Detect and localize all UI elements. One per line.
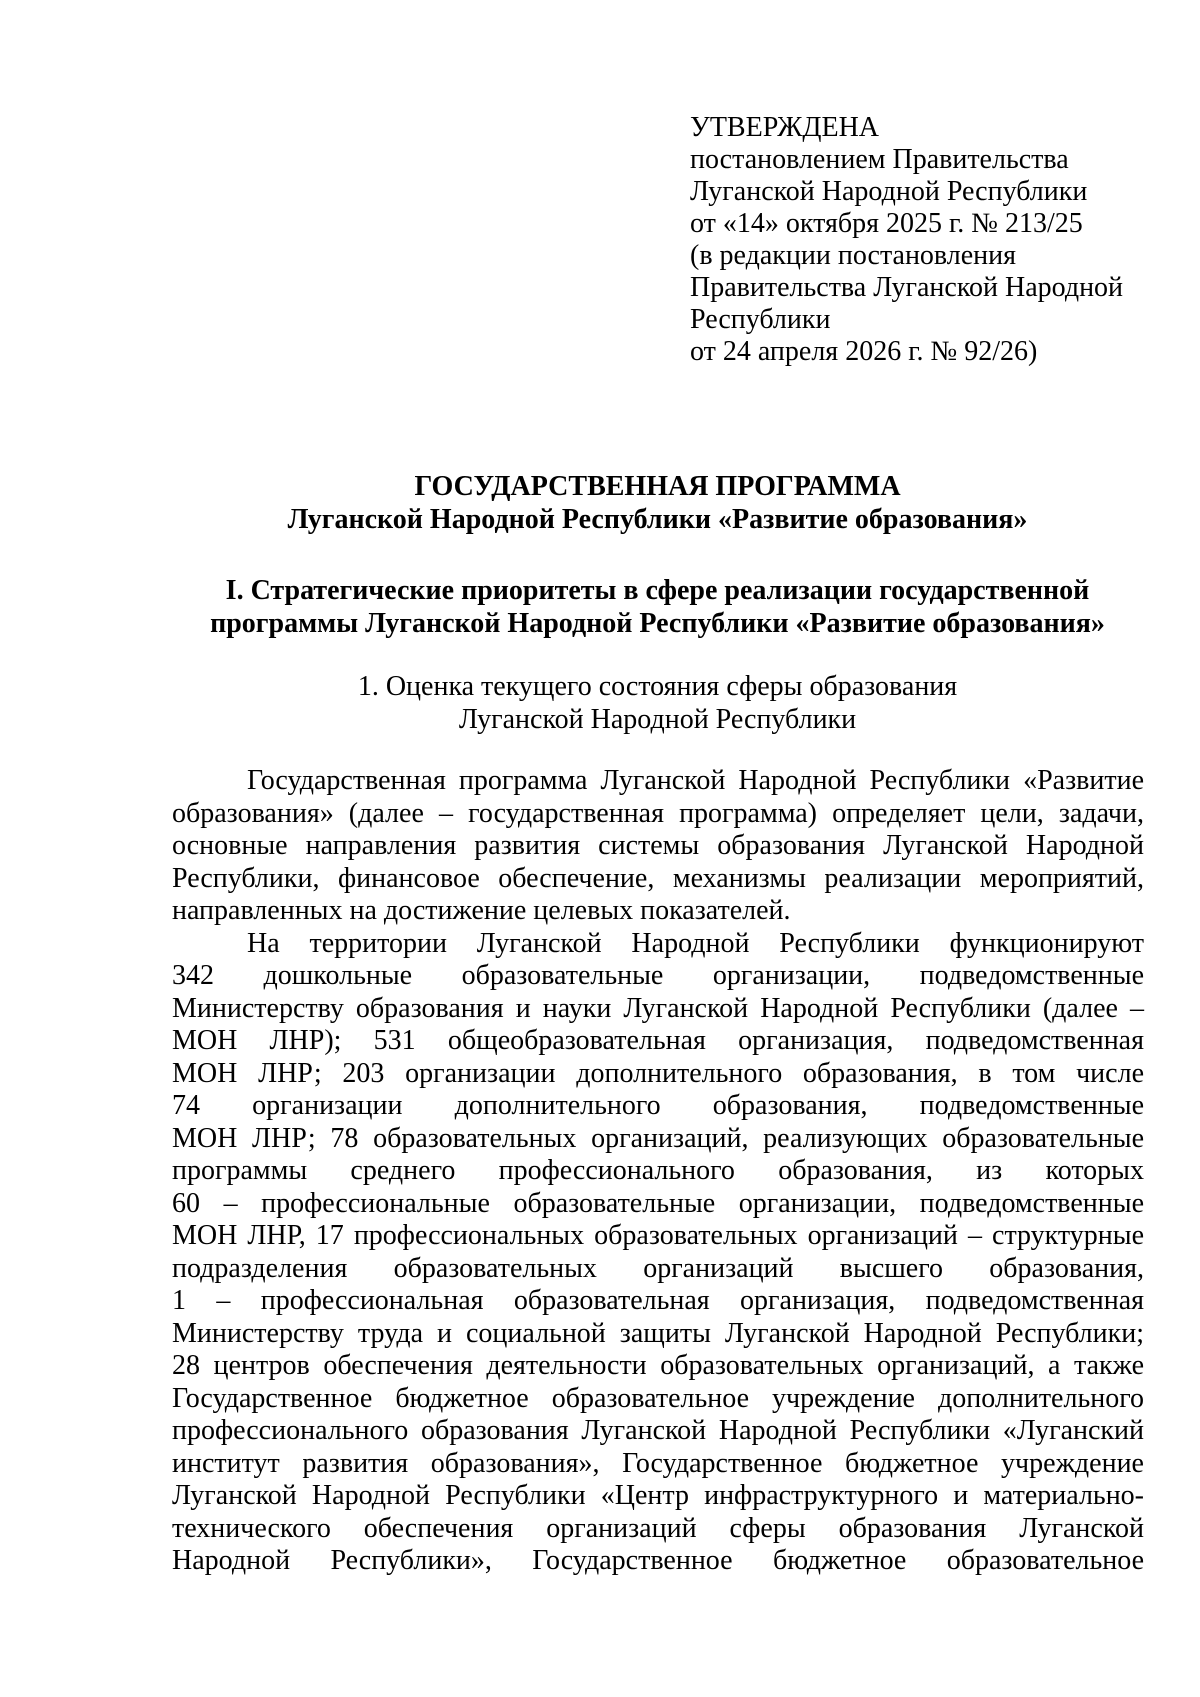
approval-line: от «14» октября 2025 г. № 213/25 <box>690 208 1083 239</box>
approval-line: от 24 апреля 2026 г. № 92/26) <box>690 336 1038 367</box>
approval-line: Республики <box>690 304 831 335</box>
paragraph-line: профессионального образования Луганской Народной Республики «Луганский <box>172 1415 1144 1446</box>
paragraph-line: 28 центров обеспечения деятельности образовательных организаций, а также <box>172 1350 1144 1381</box>
paragraph-line: основные направления развития системы образования Луганской Народной <box>172 830 1144 861</box>
document-title <box>170 470 1145 536</box>
paragraph-line: направленных на достижение целевых показателей. <box>172 895 791 926</box>
paragraph-line: институт развития образования», Государственное бюджетное учреждение <box>172 1447 1144 1479</box>
approval-line: УТВЕРЖДЕНА <box>690 112 880 143</box>
section-heading-line: I. Стратегические приоритеты в сфере реализации государственной <box>225 575 1090 606</box>
paragraph-line: Государственная программа Луганской Народной Республики «Развитие <box>247 765 1144 796</box>
approval-line: (в редакции постановления <box>690 240 1017 271</box>
paragraph-line: На территории Луганской Народной Республики функционируют <box>247 927 1144 959</box>
subsection-heading <box>170 670 1145 736</box>
title-line: Луганской Народной Республики «Развитие образования» <box>287 504 1028 535</box>
paragraph-line: подразделения образовательных организаций высшего образования, <box>172 1252 1144 1284</box>
approval-stamp-block <box>690 112 1170 368</box>
paragraph-1 <box>172 765 1144 928</box>
paragraph-line: программы среднего профессионального образования, из которых <box>172 1155 1144 1186</box>
paragraph-line: Народной Республики», Государственное бюджетное образовательное <box>172 1545 1144 1576</box>
paragraph-line: Республики, финансовое обеспечение, механизмы реализации мероприятий, <box>172 862 1144 894</box>
paragraph-2 <box>172 928 1144 1578</box>
subsection-heading-line: 1. Оценка текущего состояния сферы образования <box>357 671 958 702</box>
paragraph-line: 74 организации дополнительного образования, подведомственные <box>172 1090 1144 1121</box>
body-text <box>172 765 1144 1578</box>
paragraph-line: Луганской Народной Республики «Центр инфраструктурного и материально- <box>172 1480 1144 1511</box>
paragraph-line: 342 дошкольные образовательные организации, подведомственные <box>172 960 1144 991</box>
paragraph-line: МОН ЛНР; 78 образовательных организаций, реализующих образовательные <box>172 1122 1144 1154</box>
subsection-heading-line: Луганской Народной Республики <box>458 704 857 735</box>
approval-line: Правительства Луганской Народной <box>690 272 1124 303</box>
paragraph-line: МОН ЛНР, 17 профессиональных образовательных организаций – структурные <box>172 1220 1144 1251</box>
approval-line: постановлением Правительства <box>690 144 1069 175</box>
approval-line: Луганской Народной Республики <box>690 176 1088 207</box>
paragraph-line: МОН ЛНР); 531 общеобразовательная организация, подведомственная <box>172 1025 1144 1056</box>
paragraph-line: образования» (далее – государственная программа) определяет цели, задачи, <box>172 797 1144 829</box>
paragraph-line: 1 – профессиональная образовательная организация, подведомственная <box>172 1285 1144 1316</box>
section-heading-line: программы Луганской Народной Республики «Развитие образования» <box>210 608 1105 639</box>
paragraph-line: Государственное бюджетное образовательное учреждение дополнительного <box>172 1382 1144 1414</box>
paragraph-line: технического обеспечения организаций сферы образования Луганской <box>172 1512 1144 1544</box>
paragraph-line: Министерству труда и социальной защиты Луганской Народной Республики; <box>172 1317 1144 1349</box>
title-line: ГОСУДАРСТВЕННАЯ ПРОГРАММА <box>414 471 901 502</box>
paragraph-line: МОН ЛНР; 203 организации дополнительного образования, в том числе <box>172 1057 1144 1089</box>
paragraph-line: Министерству образования и науки Луганской Народной Республики (далее – <box>172 992 1144 1024</box>
paragraph-line: 60 – профессиональные образовательные организации, подведомственные <box>172 1187 1144 1219</box>
section-heading <box>170 574 1145 640</box>
